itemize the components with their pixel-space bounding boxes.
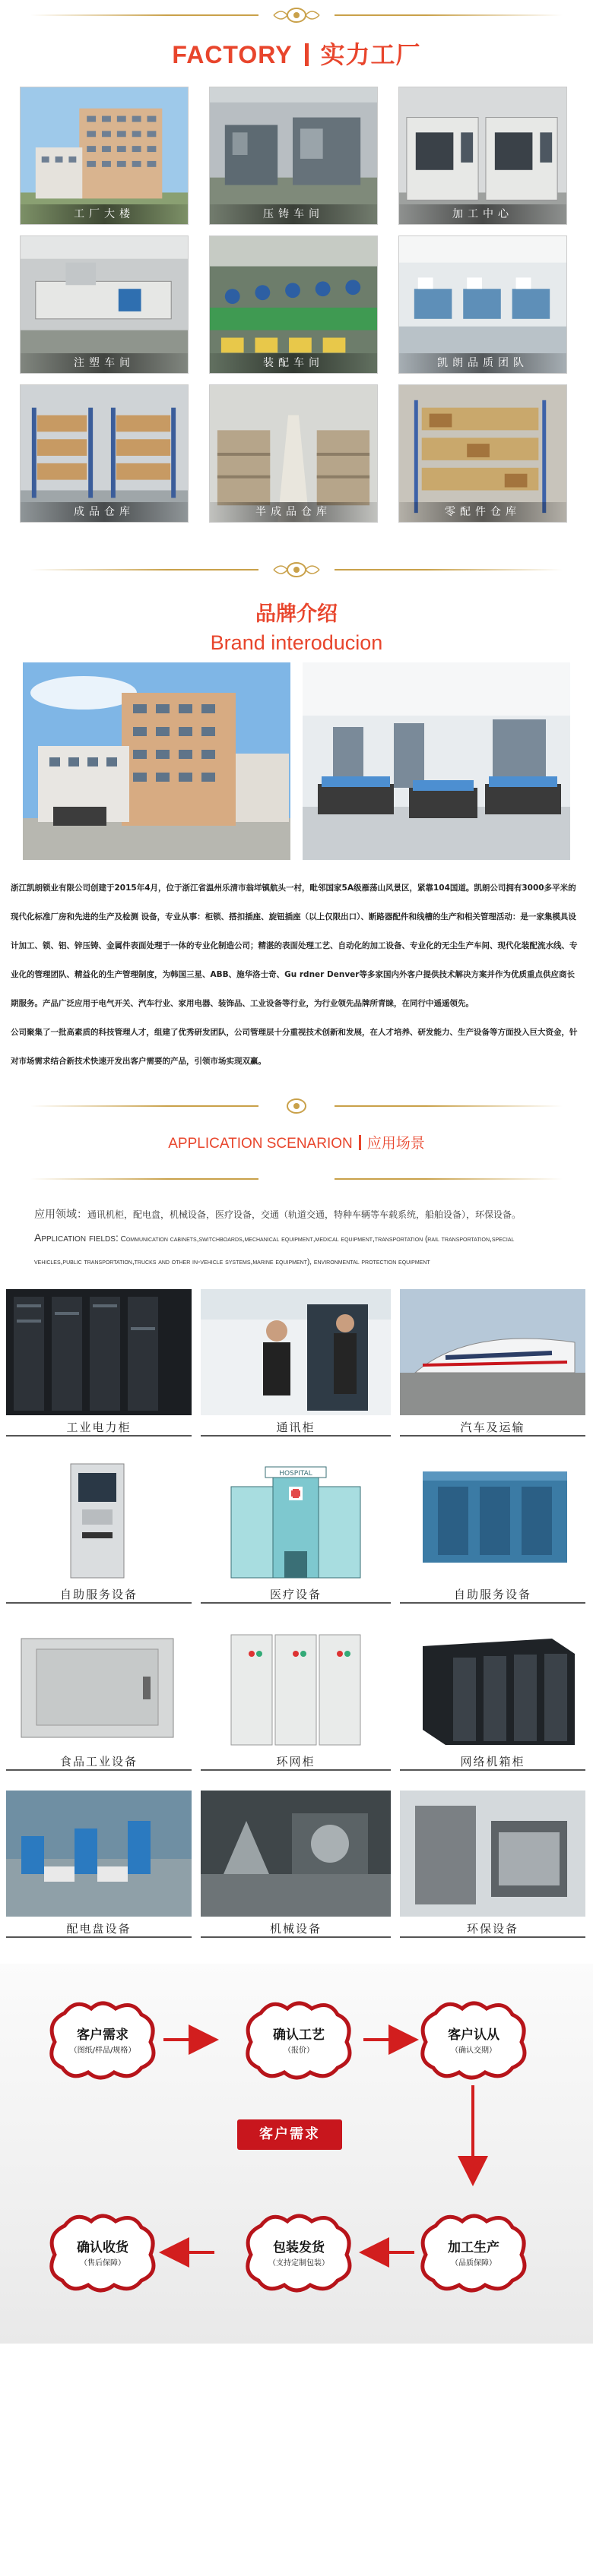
- scene-label: 通讯柜: [201, 1418, 391, 1437]
- scene-label: 配电盘设备: [6, 1920, 192, 1938]
- process-step: [46, 2211, 160, 2294]
- factory-photo: [209, 235, 378, 374]
- process-step: [46, 1998, 160, 2081]
- factory-photo: [20, 87, 189, 225]
- factory-photo: [20, 384, 189, 523]
- step-sub: （图纸/样品/规格）: [69, 2047, 136, 2055]
- scene-card: [400, 1456, 585, 1607]
- brand-photo-office: [303, 662, 570, 860]
- brand-paragraph: 公司聚集了一批高素质的科技管理人才，组建了优秀研发团队，公司管理层十分重视技术创新和发展，在人才培养、研发能力、生产设备等方面投入巨大资金，针对市场需求结合新技术快速开发出客户需要的产品，引领市场实现双赢。: [11, 1028, 578, 1066]
- ornament-knot-icon: [272, 5, 321, 26]
- scene-card: [201, 1456, 391, 1607]
- factory-photo: [398, 384, 567, 523]
- photo-caption: 半成品仓库: [210, 502, 377, 522]
- factory-photo: [209, 384, 378, 523]
- brand-description: [0, 860, 593, 1076]
- photo-caption: 加工中心: [399, 204, 566, 224]
- scene-label: 环保设备: [400, 1920, 585, 1938]
- brand-photos: [0, 656, 593, 860]
- scene-card: [400, 1623, 585, 1774]
- step-title: 包装发货: [273, 2240, 325, 2255]
- ornament-knot-icon: [272, 1095, 321, 1117]
- scene-card: [6, 1289, 192, 1440]
- fields-text-cn: 通讯机柜，配电盘，机械设备，医疗设备，交通（轨道交通，特种车辆等车载系统，船舶设备），环保设备。: [87, 1209, 522, 1220]
- scene-label: 医疗设备: [201, 1585, 391, 1604]
- scene-label: 环网柜: [201, 1753, 391, 1771]
- brand-section-title: [0, 600, 593, 656]
- scene-label: 汽车及运输: [400, 1418, 585, 1437]
- process-step: [242, 1998, 356, 2081]
- scene-card: [6, 1791, 192, 1941]
- application-fields: [0, 1194, 593, 1274]
- step-title: 加工生产: [448, 2240, 499, 2255]
- scene-card: [201, 1791, 391, 1941]
- step-sub: （报价）: [284, 2047, 314, 2055]
- scene-label: 网络机箱柜: [400, 1753, 585, 1771]
- ornament-divider: [0, 0, 593, 30]
- ornament-knot-icon: [272, 559, 321, 580]
- fields-label-en: Application fields:: [34, 1231, 119, 1244]
- brand-paragraph: 浙江凯朗锁业有限公司创建于2015年4月，位于浙江省温州乐清市翁垟镇航头一村，毗邻国家5A级雁荡山风景区，紧靠104国道。凯朗公司拥有3000多平米的现代化标准厂房和先进的生产及检测 设备，专业从事：柜锁、搭扣插座、旋钮插座（以上仅限出口）、断路器配件和线槽的生产和相关管理活动：是一家集模具设计加工、锁、铝、锌压铸、金属件表面处理于一体的专业化制造公司；精湛的表面处理工艺、自动化的加工设备、专业化的无尘生产车间、现代化装配流水线、专业化的管理团队、精益化的生产管理制度，为韩国三星、ABB、施华洛士奇、Gu rdner Denver等多家国内外客户提供技术解决方案并作为优质重点供应商长期服务。产品广泛应用于电气开关、汽车行业、家用电器、装饰品、工业设备等行业，为行业领先品牌所青睐，在同行中遥遥领先。: [11, 883, 578, 1008]
- application-title-cn: 应用场景: [366, 1136, 425, 1152]
- scene-card: [6, 1623, 192, 1774]
- hospital-sign: HOSPITAL: [279, 1470, 312, 1478]
- application-title-en: APPLICATION SCENARION: [168, 1136, 353, 1152]
- photo-caption: 成品仓库: [21, 502, 188, 522]
- brand-photo-building: [23, 662, 290, 860]
- process-flow: [0, 1964, 593, 2344]
- step-title: 客户认从: [448, 2028, 499, 2043]
- scene-label: 食品工业设备: [6, 1753, 192, 1771]
- step-title: 确认收货: [77, 2240, 128, 2255]
- step-title: 确认工艺: [273, 2028, 325, 2043]
- ornament-divider: [0, 555, 593, 585]
- scene-card: [400, 1289, 585, 1440]
- process-step: [417, 2211, 531, 2294]
- photo-caption: 压铸车间: [210, 204, 377, 224]
- factory-photo: [209, 87, 378, 225]
- fields-text-en: Communication cabinets,switchboards,mechanical equipment,medical equipment,transportation (rail transportation,special vehicles,public transportation,trucks and other in-vehicle systems,marine equipment), environmental protection equipment: [34, 1235, 515, 1266]
- factory-photo: [398, 235, 567, 374]
- step-sub: （确认交期）: [451, 2047, 496, 2055]
- step-sub: （品质保障）: [451, 2259, 496, 2268]
- scene-label: 机械设备: [201, 1920, 391, 1938]
- brand-title-cn: 品牌介绍: [255, 602, 338, 626]
- photo-caption: 凯朗品质团队: [399, 353, 566, 373]
- factory-title-en: FACTORY: [172, 41, 293, 68]
- photo-caption: 工厂大楼: [21, 204, 188, 224]
- application-section-title: [0, 1121, 593, 1167]
- factory-photo: [20, 235, 189, 374]
- fields-label-cn: 应用领域：: [34, 1209, 87, 1221]
- photo-caption: 注塑车间: [21, 353, 188, 373]
- scene-label: 工业电力柜: [6, 1418, 192, 1437]
- photo-caption: 零配件仓库: [399, 502, 566, 522]
- step-sub: （售后保障）: [80, 2259, 125, 2268]
- scene-card: [201, 1623, 391, 1774]
- step-sub: （支持定制包装）: [268, 2259, 329, 2268]
- step-title: 客户需求: [77, 2028, 128, 2043]
- scene-label: 自助服务设备: [400, 1585, 585, 1604]
- application-scene-grid: [0, 1274, 593, 1941]
- ornament-divider: [0, 1164, 593, 1194]
- factory-section-title: [0, 30, 593, 79]
- center-demand-badge: 客户需求: [237, 2119, 342, 2150]
- brand-title-en: Brand interoducion: [210, 631, 383, 654]
- scene-card: [400, 1791, 585, 1941]
- process-step: [242, 2211, 356, 2294]
- factory-photo: [398, 87, 567, 225]
- factory-title-cn: 实力工厂: [320, 41, 421, 68]
- scene-card: [6, 1456, 192, 1607]
- photo-caption: 装配车间: [210, 353, 377, 373]
- scene-label: 自助服务设备: [6, 1585, 192, 1604]
- factory-photo-grid: [0, 79, 593, 523]
- process-step: [417, 1998, 531, 2081]
- scene-card: [201, 1289, 391, 1440]
- ornament-divider: [0, 1091, 593, 1121]
